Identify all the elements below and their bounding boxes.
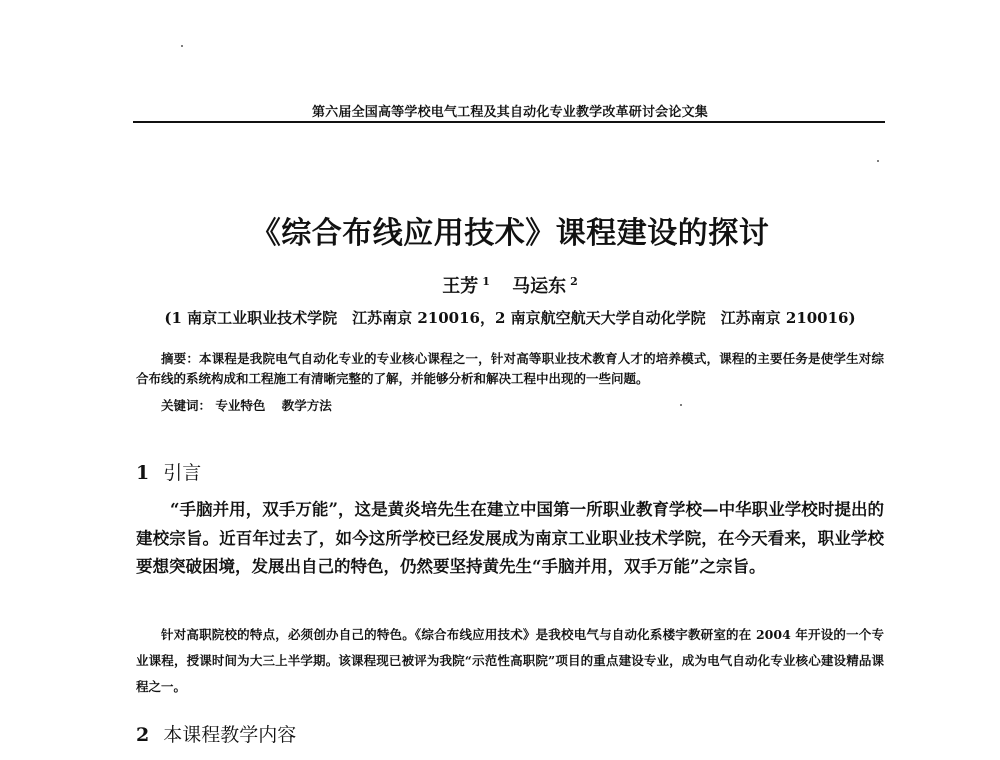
body-paragraph: 针对高职院校的特点，必须创办自己的特色。《综合布线应用技术》是我校电气与自动化系楼宇教研室的在 2004 年开设的一个专业课程，授课时间为大三上半学期。该课程现已被评为我院“示范性高职院”项目的重点建设专业，成为电气自动化专业核心建设精品课程之一。 [136,627,884,694]
author [442,276,490,297]
header-rule [133,121,885,123]
section-heading [136,458,876,485]
author-line [135,272,885,298]
author-name: 马运东 [512,276,567,297]
section-number: 1 [136,462,150,484]
keywords [161,396,861,414]
section-heading [136,720,876,747]
keyword: 教学方法 [281,398,332,413]
author-mark: 1 [482,275,490,288]
author-name: 王芳 [442,276,479,297]
section-number: 2 [136,724,150,746]
paper-title: 《综合布线应用技术》课程建设的探讨 [250,216,770,251]
scan-speck [877,160,879,162]
author-mark: 2 [570,275,578,288]
body-paragraph: “手脑并用，双手万能”，这是黄炎培先生在建立中国第一所职业教育学校—中华职业学校时提出的建校宗旨。近百年过去了，如今这所学校已经发展成为南京工业职业技术学院，在今天看来，职业学校要想突破困境，发展出自己的特色，仍然要坚持黄先生“手脑并用，双手万能”之宗旨。 [136,500,884,576]
keywords-label: 关键词： [161,398,212,413]
author [512,276,578,297]
affiliations: (1 南京工业职业技术学院 江苏南京 210016，2 南京航空航天大学自动化学院 江苏南京 210016) [164,309,856,327]
abstract: 摘要：本课程是我院电气自动化专业的专业核心课程之一，针对高等职业技术教育人才的培养模式，课程的主要任务是使学生对综合布线的系统构成和工程施工有清晰完整的了解，并能够分析和解决工程中出现的一些问题。 [136,351,884,386]
scan-speck [181,45,183,47]
section-title: 引言 [163,462,202,484]
keyword: 专业特色 [215,398,266,413]
section-title: 本课程教学内容 [163,724,297,746]
running-header: 第六届全国高等学校电气工程及其自动化专业教学改革研讨会论文集 [311,105,708,120]
